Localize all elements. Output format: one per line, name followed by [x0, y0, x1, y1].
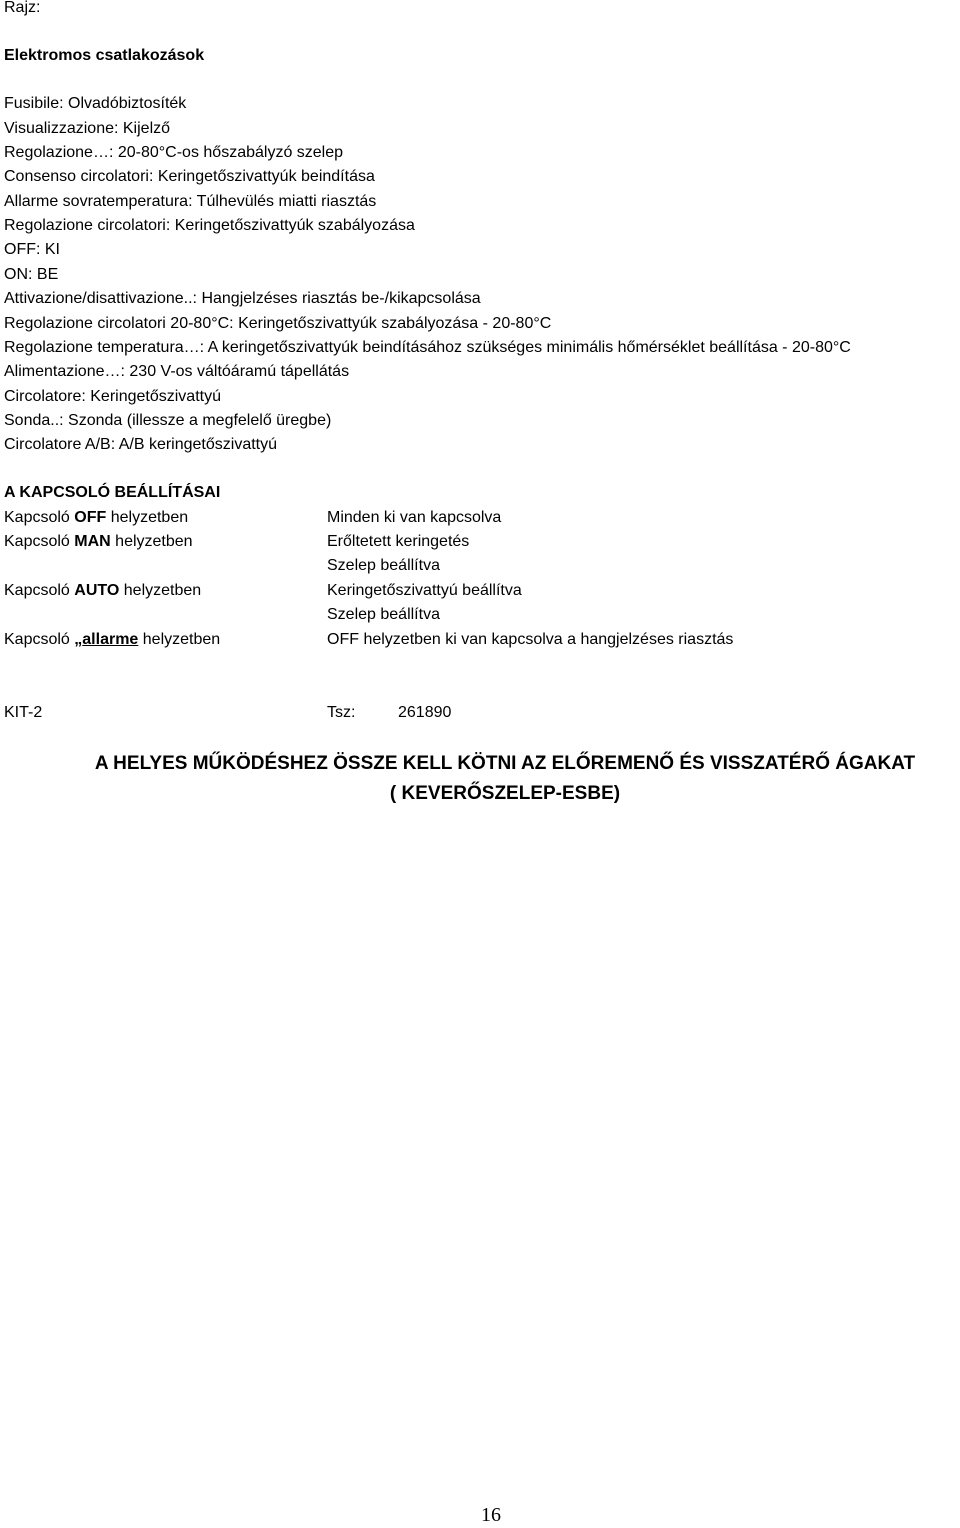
- switch-mode-off: [4, 507, 188, 529]
- switch-desc: Minden ki van kapcsolva: [327, 509, 502, 526]
- switch-mode-text: allarme: [82, 631, 139, 648]
- switch-mode-label: MAN: [74, 533, 111, 550]
- legend-item: Regolazione temperatura…: A keringetőszivattyúk beindításához szükséges minimális hőmérséklet beállítása - 20-80°C: [4, 339, 851, 356]
- switch-desc: Szelep beállítva: [327, 557, 440, 574]
- legend-item: Sonda..: Szonda (illessze a megfelelő üregbe): [4, 412, 332, 429]
- switch-mode-allarme: [4, 629, 220, 651]
- page-number: 16: [481, 1504, 501, 1526]
- legend-item: Fusibile: Olvadóbiztosíték: [4, 95, 187, 112]
- switch-word: Kapcsoló: [4, 582, 70, 599]
- kit-name: KIT-2: [4, 704, 43, 721]
- switch-suffix: helyzetben: [115, 533, 193, 550]
- legend-item: Regolazione…: 20-80°C-os hőszabályzó szelep: [4, 144, 344, 161]
- switch-mode-label: AUTO: [74, 582, 120, 599]
- switch-mode-label: OFF: [74, 509, 107, 526]
- notice-line-2: ( KEVERŐSZELEP-ESBE): [389, 783, 621, 804]
- kit-code-value: 261890: [398, 704, 452, 721]
- legend-item: Attivazione/disattivazione..: Hangjelzéses riasztás be-/kikapcsolása: [4, 290, 481, 307]
- drawing-label: Rajz:: [4, 0, 41, 16]
- switch-desc: OFF helyzetben ki van kapcsolva a hangjelzéses riasztás: [327, 631, 734, 648]
- legend-item: Circolatore: Keringetőszivattyú: [4, 388, 221, 405]
- quote-mark: „: [74, 631, 83, 648]
- legend-item: Regolazione circolatori: Keringetőszivattyúk szabályozása: [4, 217, 415, 234]
- switch-word: Kapcsoló: [4, 631, 70, 648]
- legend-item: Circolatore A/B: A/B keringetőszivattyú: [4, 436, 278, 453]
- legend-item: Consenso circolatori: Keringetőszivattyúk beindítása: [4, 168, 375, 185]
- kit-code-label: Tsz:: [327, 704, 356, 721]
- switch-mode-label: [74, 631, 138, 648]
- switch-desc: Keringetőszivattyú beállítva: [327, 582, 522, 599]
- switch-suffix: helyzetben: [142, 631, 221, 648]
- legend-item: OFF: KI: [4, 241, 60, 258]
- switch-suffix: helyzetben: [123, 582, 202, 599]
- legend-item: Allarme sovratemperatura: Túlhevülés miatti riasztás: [4, 193, 377, 210]
- switch-mode-man: [4, 531, 193, 553]
- switch-word: Kapcsoló: [4, 533, 70, 550]
- switch-desc: Szelep beállítva: [327, 606, 440, 623]
- switch-word: Kapcsoló: [4, 509, 70, 526]
- switch-mode-auto: [4, 580, 201, 602]
- legend-item: ON: BE: [4, 266, 59, 283]
- switch-desc: Erőltetett keringetés: [327, 533, 470, 550]
- legend-item: Regolazione circolatori 20-80°C: Keringetőszivattyúk szabályozása - 20-80°C: [4, 315, 552, 332]
- legend-item: Visualizzazione: Kijelző: [4, 120, 171, 137]
- switch-suffix: helyzetben: [110, 509, 189, 526]
- switch-settings-title: A KAPCSOLÓ BEÁLLÍTÁSAI: [4, 484, 221, 501]
- legend-item: Alimentazione…: 230 V-os váltóáramú tápellátás: [4, 363, 350, 380]
- section-title: Elektromos csatlakozások: [4, 47, 205, 64]
- notice-line-1: A HELYES MŰKÖDÉSHEZ ÖSSZE KELL KÖTNI AZ ELŐREMENŐ ÉS VISSZATÉRŐ ÁGAKAT: [94, 753, 916, 774]
